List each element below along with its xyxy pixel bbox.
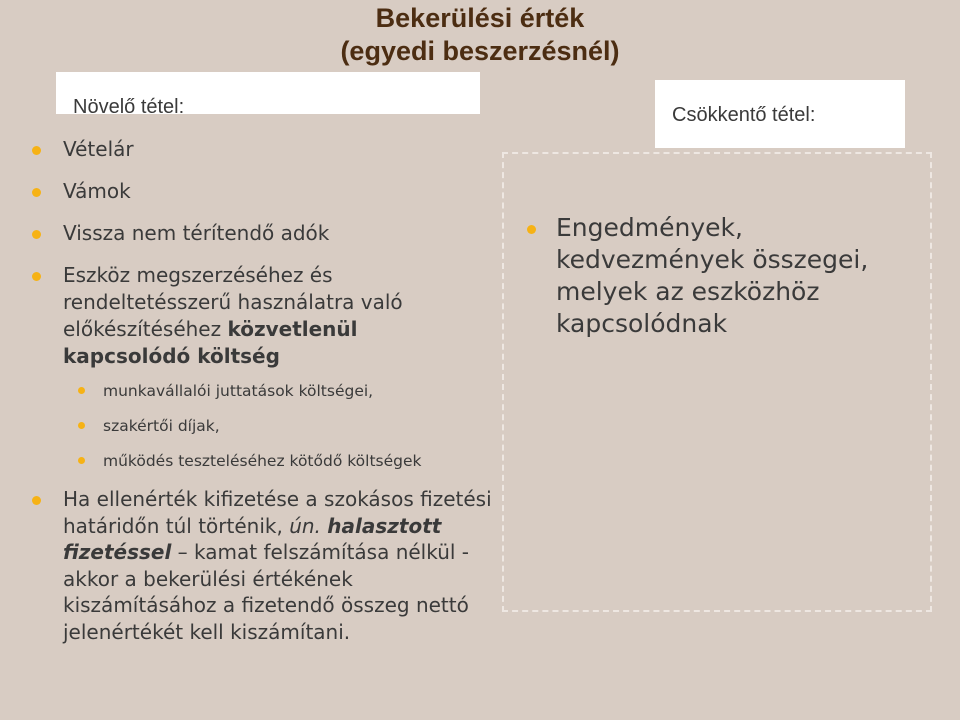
decreasing-items-label: Csökkentő tétel: [672, 104, 816, 126]
bullet-icon [32, 496, 41, 505]
item-text: Vissza nem térítendő adók [63, 221, 330, 245]
bullet-icon [32, 188, 41, 197]
item-text-italic: ún. [289, 513, 321, 538]
item-text-emphasis: közvetlenül kapcsolódó költség [63, 317, 358, 368]
sub-item-text: működés teszteléséhez kötődő költségek [103, 452, 422, 470]
increasing-items-label-box [56, 72, 480, 118]
increasing-items-label: Növelő tétel: [73, 96, 185, 118]
bullet-icon [32, 272, 41, 281]
list-item [30, 136, 500, 163]
list-item [30, 220, 500, 247]
list-item [30, 178, 500, 205]
list-item [527, 212, 907, 340]
decreasing-items-list [527, 212, 907, 340]
item-text-rest: – kamat felszámítása nélkül - akkor a bekerülési értékének kiszámításához a fizetendő összeg nettó jelenértékét kell kiszámítani. [63, 540, 470, 644]
list-sub-item [30, 450, 500, 472]
sub-item-text: szakértői díjak, [103, 417, 220, 435]
bullet-icon [78, 422, 85, 429]
list-sub-item [30, 415, 500, 437]
item-text: Vételár [63, 137, 134, 161]
list-item [30, 262, 433, 370]
list-item [30, 486, 495, 645]
item-text: Vámok [63, 179, 131, 203]
bullet-icon [527, 225, 536, 234]
list-sub-item [30, 380, 500, 402]
item-text: Eszköz megszerzéséhez és rendeltetésszerű használatra való előkészítéséhez [63, 263, 403, 341]
bullet-icon [78, 387, 85, 394]
bullet-icon [32, 146, 41, 155]
increasing-items-list [30, 136, 500, 645]
item-text: Ha ellenérték kifizetése a szokásos fizetési határidőn túl történik, [63, 487, 492, 538]
sub-item-text: munkavállalói juttatások költségei, [103, 382, 374, 400]
item-text-bold-italic: halasztott fizetéssel [63, 513, 442, 564]
slide-title [0, 2, 960, 68]
item-text: Engedmények, kedvezmények összegei, melyek az eszközhöz kapcsolódnak [556, 213, 869, 338]
decreasing-items-label-box [655, 80, 905, 148]
bullet-icon [32, 230, 41, 239]
title-line-2: (egyedi beszerzésnél) [340, 36, 620, 66]
bullet-icon [78, 457, 85, 464]
title-line-1: Bekerülési érték [375, 3, 585, 33]
